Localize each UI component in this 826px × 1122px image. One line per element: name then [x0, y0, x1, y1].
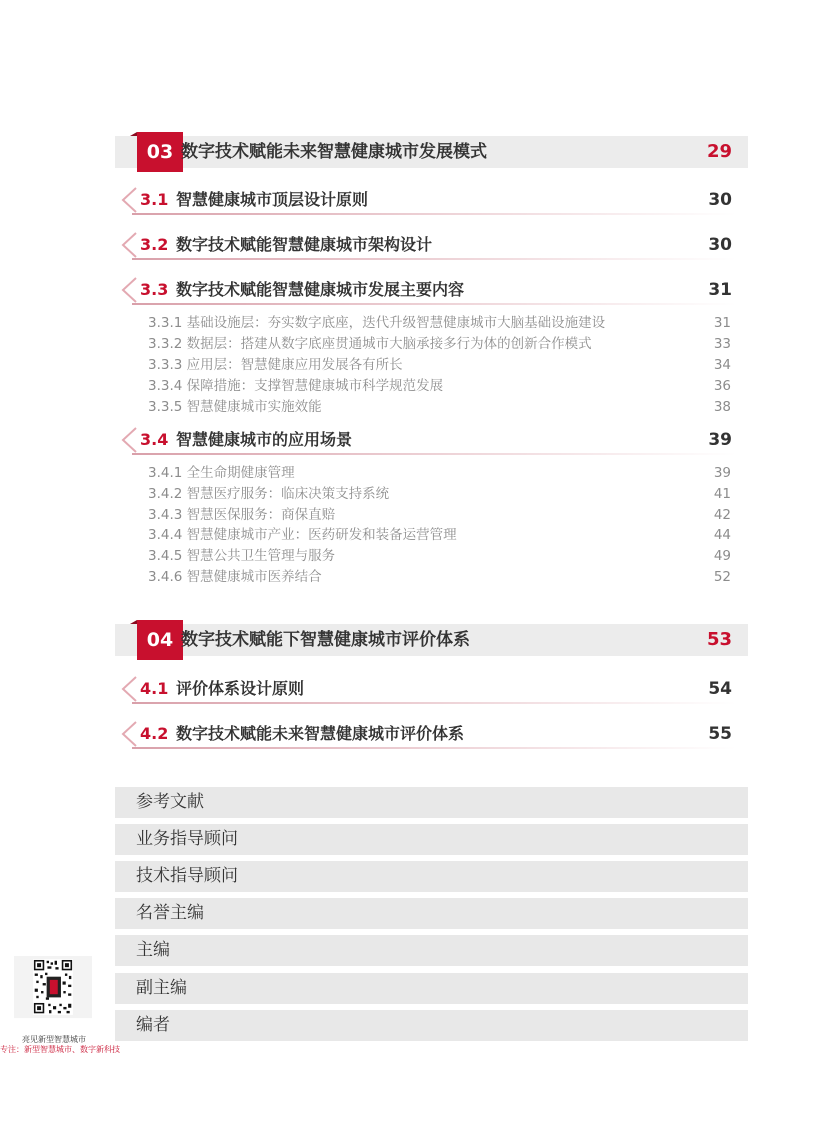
toc-subsection[interactable]	[148, 546, 731, 566]
qr-code-icon[interactable]	[4, 956, 102, 1034]
subsection-title: 3.3.1 基础设施层：夯实数字底座，迭代升级智慧健康城市大脑基础设施建设	[148, 315, 606, 331]
appendix-label: 业务指导顾问	[136, 829, 238, 849]
toc-section[interactable]	[118, 425, 736, 455]
chapter-number: 03	[137, 132, 183, 172]
subsection-page: 33	[713, 336, 731, 352]
appendix-label: 编者	[136, 1015, 170, 1035]
toc-subsection[interactable]	[148, 313, 731, 333]
appendix-item[interactable]	[115, 861, 748, 892]
appendix-label: 副主编	[136, 978, 187, 998]
subsection-title: 3.4.3 智慧医保服务：商保直赔	[148, 507, 336, 523]
section-underline	[132, 258, 736, 260]
toc-subsection[interactable]	[148, 334, 731, 354]
qr-tagline: 专注：新型智慧城市、数字新科技	[0, 1045, 120, 1054]
section-page: 30	[708, 235, 732, 255]
section-underline	[132, 453, 736, 455]
subsection-title: 3.4.4 智慧健康城市产业：医药研发和装备运营管理	[148, 527, 457, 543]
toc-subsection[interactable]	[148, 525, 731, 545]
toc-subsection[interactable]	[148, 463, 731, 483]
subsection-title: 3.4.2 智慧医疗服务：临床决策支持系统	[148, 486, 390, 502]
chapter-header[interactable]	[115, 624, 748, 656]
section-title: 智慧健康城市的应用场景	[176, 430, 353, 449]
appendix-item[interactable]	[115, 1010, 748, 1041]
chapter-number: 04	[137, 620, 183, 660]
toc-section[interactable]	[118, 185, 736, 215]
section-page: 39	[708, 430, 732, 450]
subsection-title: 3.3.5 智慧健康城市实施效能	[148, 399, 322, 415]
subsection-title: 3.4.5 智慧公共卫生管理与服务	[148, 548, 336, 564]
appendix-item[interactable]	[115, 935, 748, 966]
subsection-page: 41	[713, 486, 731, 502]
subsection-title: 3.3.2 数据层：搭建从数字底座贯通城市大脑承接多行为体的创新合作模式	[148, 336, 592, 352]
section-page: 30	[708, 190, 732, 210]
subsection-page: 31	[713, 315, 731, 331]
chapter-title: 数字技术赋能下智慧健康城市评价体系	[181, 630, 470, 650]
toc-section[interactable]	[118, 674, 736, 704]
subsection-page: 49	[713, 548, 731, 564]
section-underline	[132, 303, 736, 305]
toc-subsection[interactable]	[148, 355, 731, 375]
appendix-item[interactable]	[115, 824, 748, 855]
subsection-page: 36	[713, 378, 731, 394]
section-underline	[132, 747, 736, 749]
chapter-page: 53	[706, 629, 732, 650]
toc-section[interactable]	[118, 230, 736, 260]
chapter-title: 数字技术赋能未来智慧健康城市发展模式	[181, 142, 487, 162]
chapter-page: 29	[706, 141, 732, 162]
section-page: 54	[708, 679, 732, 699]
section-number: 3.2	[140, 235, 169, 254]
subsection-page: 52	[713, 569, 731, 585]
section-title: 数字技术赋能智慧健康城市发展主要内容	[176, 280, 465, 299]
section-underline	[132, 702, 736, 704]
section-title: 数字技术赋能未来智慧健康城市评价体系	[176, 724, 465, 743]
subsection-title: 3.3.4 保障措施：支撑智慧健康城市科学规范发展	[148, 378, 444, 394]
section-number: 4.2	[140, 724, 169, 743]
toc-subsection[interactable]	[148, 505, 731, 525]
appendix-label: 技术指导顾问	[136, 866, 238, 886]
toc-subsection[interactable]	[148, 397, 731, 417]
section-underline	[132, 213, 736, 215]
toc-section[interactable]	[118, 719, 736, 749]
subsection-title: 3.4.1 全生命期健康管理	[148, 465, 295, 481]
section-number: 3.3	[140, 280, 169, 299]
toc-subsection[interactable]	[148, 376, 731, 396]
section-page: 55	[708, 724, 732, 744]
section-page: 31	[708, 280, 732, 300]
subsection-title: 3.4.6 智慧健康城市医养结合	[148, 569, 322, 585]
section-number: 4.1	[140, 679, 169, 698]
section-title: 评价体系设计原则	[176, 679, 305, 698]
appendix-label: 名誉主编	[136, 903, 204, 923]
toc-subsection[interactable]	[148, 567, 731, 587]
qr-caption: 亮见新型智慧城市	[22, 1035, 86, 1044]
section-number: 3.1	[140, 190, 169, 209]
chapter-header[interactable]	[115, 136, 748, 168]
section-number: 3.4	[140, 430, 169, 449]
appendix-item[interactable]	[115, 787, 748, 818]
appendix-item[interactable]	[115, 898, 748, 929]
subsection-page: 39	[713, 465, 731, 481]
toc-section[interactable]	[118, 275, 736, 305]
appendix-label: 主编	[136, 940, 170, 960]
toc-subsection[interactable]	[148, 484, 731, 504]
section-title: 数字技术赋能智慧健康城市架构设计	[176, 235, 433, 254]
appendix-label: 参考文献	[136, 792, 204, 812]
appendix-item[interactable]	[115, 973, 748, 1004]
subsection-page: 42	[713, 507, 731, 523]
subsection-page: 44	[713, 527, 731, 543]
subsection-page: 38	[713, 399, 731, 415]
subsection-page: 34	[713, 357, 731, 373]
subsection-title: 3.3.3 应用层：智慧健康应用发展各有所长	[148, 357, 403, 373]
section-title: 智慧健康城市顶层设计原则	[176, 190, 369, 209]
